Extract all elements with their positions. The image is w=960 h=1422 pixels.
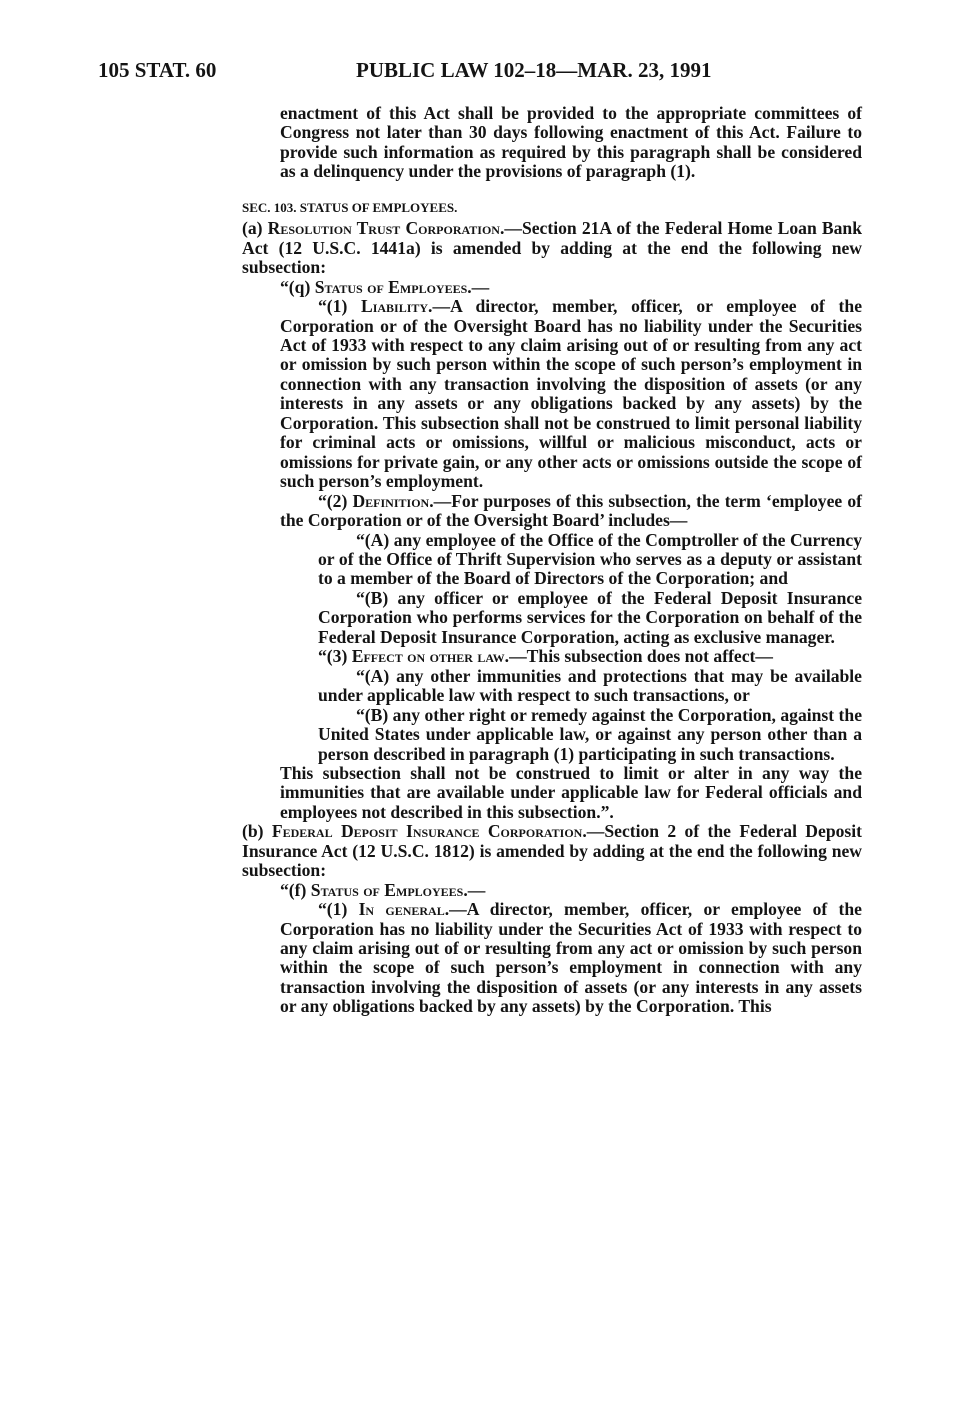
- subsection-q-title: Status of Employees.: [314, 276, 472, 297]
- subsection-b-heading: Federal Deposit Insurance Corporation.: [271, 821, 587, 842]
- subsection-f-heading: [242, 881, 862, 900]
- subparagraph-q2-b: “(B) any officer or employee of the Federal Deposit Insurance Corporation who performs services for the Corporation on behalf of the Federal Deposit Insurance Corporation, acting as exclusive manager.: [318, 587, 862, 647]
- statute-page-number: 105 STAT. 60: [98, 58, 217, 82]
- paragraph-q3: [242, 647, 862, 666]
- subsection-q-closing: This subsection shall not be construed to limit or alter in any way the immunities that are available under applicable law for Federal officials and employees not described in this subsection.”.: [280, 762, 862, 822]
- subparagraph-q2-a: “(A) any employee of the Office of the Comptroller of the Currency or of the Office of Thrift Supervision who serves as a deputy or assistant to a member of the Board of Directors of the Corporation; and: [318, 529, 862, 589]
- paragraph-q3-prefix: “(3): [318, 646, 352, 667]
- paragraph-q3-body: —This subsection does not affect—: [509, 646, 773, 667]
- paragraph-q1-body: —A director, member, officer, or employee of the Corporation or of the Oversight Board has no liability under the Securities Act of 1933 with respect to any claim arising out of or resulting from any act or omission by such person within the scope of such person’s employment in connection with any transaction involving the disposition of assets (or any interests in any assets or any obligations backed by any assets) by the Corporation. This subsection shall not be construed to limit personal liability for criminal acts or omissions, willful or malicious misconduct, acts or omissions for private gain, or any other acts or omissions outside the scope of such person’s employment.: [280, 296, 863, 492]
- subsection-q-prefix: “(q): [280, 276, 315, 297]
- subparagraph-q3-a: “(A) any other immunities and protections that may be available under applicable law with respect to such transactions, or: [318, 665, 862, 706]
- paragraph-q2-body: —For purposes of this subsection, the term ‘employee of the Corporation or of the Oversight Board’ includes—: [280, 490, 862, 531]
- paragraph-q1-prefix: “(1): [318, 296, 361, 317]
- body-text: [242, 104, 862, 1017]
- paragraph-q1: [242, 297, 862, 492]
- subsection-a: [242, 219, 862, 277]
- subsection-q-dash: —: [471, 276, 490, 297]
- subparagraph-q3-b: “(B) any other right or remedy against the Corporation, against the United States under applicable law, or against any person other than a person described in paragraph (1) participating in such transactions.: [318, 704, 862, 764]
- paragraph-f1-prefix: “(1): [318, 899, 359, 920]
- subsection-f-title: Status of Employees.: [310, 879, 468, 900]
- paragraph-q2-heading: Definition.: [352, 490, 434, 511]
- intro-paragraph: enactment of this Act shall be provided to the appropriate committees of Congress not later than 30 days following enactment of this Act. Failure to provide such information as required by this paragraph shall be considered as a delinquency under the provisions of paragraph (1).: [280, 103, 862, 182]
- paragraph-f1-heading: In general.: [358, 899, 450, 920]
- section-heading: SEC. 103. STATUS OF EMPLOYEES.: [242, 199, 458, 215]
- subsection-f-prefix: “(f): [280, 879, 311, 900]
- subsection-b-prefix: (b): [242, 821, 272, 842]
- law-title-date: PUBLIC LAW 102–18—MAR. 23, 1991: [356, 58, 712, 82]
- paragraph-q2: [242, 492, 862, 531]
- paragraph-f1: [242, 900, 862, 1017]
- running-header: [98, 58, 862, 88]
- paragraph-f1-body: —A director, member, officer, or employee of the Corporation has no liability under the Securities Act of 1933 with respect to any claim arising out of or resulting from any act or omission by such person within the scope of such person’s employment in connection with any transaction involving the disposition of assets (or any interests in any assets or any obligations backed by any assets) by the Corporation. This: [280, 899, 862, 1017]
- subsection-a-body: —Section 21A of the Federal Home Loan Bank Act (12 U.S.C. 1441a) is amended by adding at the end the following new subsection:: [242, 218, 862, 278]
- subsection-a-prefix: (a): [242, 218, 268, 239]
- subsection-a-heading: Resolution Trust Corporation.: [267, 218, 505, 239]
- subsection-b: [242, 822, 862, 880]
- subsection-b-body: —Section 2 of the Federal Deposit Insurance Act (12 U.S.C. 1812) is amended by adding at the end the following new subsection:: [242, 821, 863, 881]
- paragraph-q2-prefix: “(2): [318, 490, 353, 511]
- paragraph-q3-heading: Effect on other law.: [351, 646, 510, 667]
- subsection-q-heading: [242, 278, 862, 297]
- paragraph-q1-heading: Liability.: [360, 296, 433, 317]
- subsection-f-dash: —: [467, 879, 486, 900]
